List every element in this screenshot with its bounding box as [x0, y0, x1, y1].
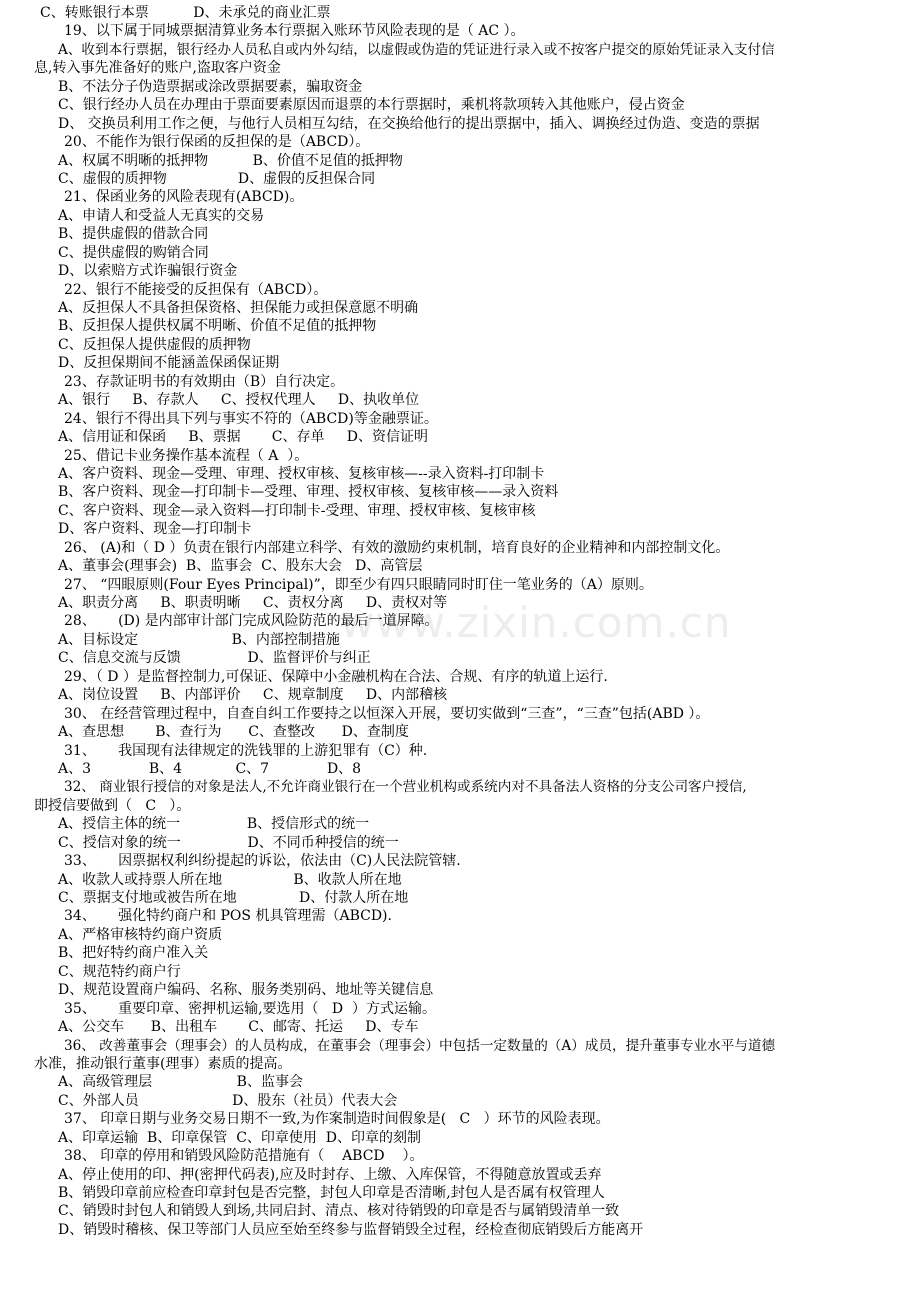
option-line: B、客户资料、现金—打印制卡—受理、审理、授权审核、复核审核——录入资料 — [58, 484, 559, 501]
question-line: 24、银行不得出具下列与事实不符的（ABCD)等金融票证。 — [64, 410, 438, 427]
option-line: A、收款人或持票人所在地 B、收款人所在地 — [58, 871, 402, 888]
option-line: B、提供虚假的借款合同 — [58, 226, 209, 243]
question-continuation: 即授信要做到（ C ）。 — [34, 797, 191, 814]
question-line: 35、 重要印章、密押机运输,要选用（ D ）方式运输。 — [64, 1000, 436, 1017]
question-line: 27、 “四眼原则(Four Eyes Principal)”，即至少有四只眼睛同时盯住一笔业务的（A）原则。 — [64, 576, 653, 593]
option-line: B、反担保人提供权属不明晰、价值不足值的抵押物 — [58, 318, 377, 335]
question-line: 26、 (A)和（ D ）负责在银行内部建立科学、有效的激励约束机制，培育良好的企业精神和内部控制文化。 — [64, 539, 730, 556]
document-body — [0, 4, 920, 1239]
option-line: A、高级管理层 B、监事会 — [58, 1074, 303, 1091]
option-line: C、外部人员 D、股东（社员）代表大会 — [58, 1092, 398, 1109]
option-line: A、信用证和保函 B、票据 C、存单 D、资信证明 — [58, 429, 428, 446]
option-line: A、公交车 B、出租车 C、邮寄、托运 D、专车 — [58, 1019, 419, 1036]
option-line: A、印章运输 B、印章保管 C、印章使用 D、印章的刻制 — [58, 1129, 422, 1146]
question-line: 25、借记卡业务操作基本流程（ A ）。 — [64, 447, 309, 464]
option-line: C、虚假的质押物 D、虚假的反担保合同 — [58, 170, 376, 187]
option-line: C、提供虚假的购销合同 — [58, 244, 209, 261]
option-continuation: 息,转入事先准备好的账户,盗取客户资金 — [34, 60, 281, 77]
option-line: D、反担保期间不能涵盖保函保证期 — [58, 355, 280, 372]
question-line: 36、 改善董事会（理事会）的人员构成，在董事会（理事会）中包括一定数量的（A）成员，提升董事专业水平与道德 — [64, 1037, 776, 1054]
option-line: C、转账银行本票 D、未承兑的商业汇票 — [40, 5, 331, 21]
option-line: C、反担保人提供虚假的质押物 — [58, 336, 251, 353]
option-line: A、3 B、4 C、7 D、8 — [58, 760, 362, 777]
question-line: 28、 (D) 是内部审计部门完成风险防范的最后一道屏障。 — [64, 613, 439, 630]
option-line: A、查思想 B、查行为 C、查整改 D、查制度 — [58, 724, 409, 741]
option-line: C、银行经办人员在办理由于票面要素原因而退票的本行票据时，乘机将款项转入其他账户，侵占资金 — [58, 97, 685, 114]
option-line: A、职责分离 B、职责明晰 C、责权分离 D、责权对等 — [58, 595, 448, 611]
option-line: B、把好特约商户准入关 — [58, 945, 209, 962]
watermark: www.zixin.com.cn — [340, 598, 732, 647]
question-line: 33、 因票据权利纠纷提起的诉讼，依法由（C)人民法院管辖. — [64, 853, 461, 870]
option-line: C、授信对象的统一 D、不同币种授信的统一 — [58, 834, 399, 851]
option-line: D、客户资料、现金—打印制卡 — [58, 521, 252, 538]
option-line: C、信息交流与反馈 D、监督评价与纠正 — [58, 650, 371, 667]
option-line: A、权属不明晰的抵押物 B、价值不足值的抵押物 — [58, 152, 403, 169]
question-line: 34、 强化特约商户和 POS 机具管理需（ABCD). — [64, 908, 392, 925]
question-line: 32、 商业银行授信的对象是法人,不允许商业银行在一个营业机构或系统内对不具备法人资格的分支公司客户授信, — [64, 779, 747, 796]
question-line: 30、 在经营管理过程中，自查自纠工作要持之以恒深入开展，要切实做到“三查”，“三查”包括(ABD ）。 — [64, 705, 710, 722]
question-line: 19、以下属于同城票据清算业务本行票据入账环节风险表现的是（ AC ）。 — [64, 23, 525, 40]
option-line: A、目标设定 B、内部控制措施 — [58, 631, 340, 648]
option-line: A、董事会(理事会) B、监事会 C、股东大会 D、高管层 — [58, 558, 423, 575]
option-line: C、票据支付地或被告所在地 D、付款人所在地 — [58, 890, 409, 906]
option-line: D、销毁时稽核、保卫等部门人员应至始至终参与监督销毁全过程，经检查彻底销毁后方能离开 — [58, 1221, 644, 1238]
option-line: D、 交换员利用工作之便，与他行人员相互勾结，在交换给他行的提出票据中，插入、调换经过伪造、变造的票据 — [58, 115, 760, 132]
question-line: 20、不能作为银行保函的反担保的是（ABCD）。 — [64, 134, 370, 151]
option-line: A、客户资料、现金—受理、审理、授权审核、复核审核—--录入资料-打印制卡 — [58, 465, 545, 482]
option-line: A、授信主体的统一 B、授信形式的统一 — [58, 816, 370, 833]
question-line: 23、存款证明书的有效期由（B）自行决定。 — [64, 373, 345, 390]
option-line: A、反担保人不具备担保资格、担保能力或担保意愿不明确 — [58, 300, 419, 316]
question-line: 22、银行不能接受的反担保有（ABCD）。 — [64, 281, 328, 298]
question-line: 29、（ D ）是监督控制力,可保证、保障中小金融机构在合法、合规、有序的轨道上运行. — [64, 668, 608, 685]
option-line: A、银行 B、存款人 C、授权代理人 D、执收单位 — [58, 392, 420, 409]
option-line: C、客户资料、现金—录入资料—打印制卡-受理、审理、授权审核、复核审核 — [58, 502, 536, 519]
question-line: 38、 印章的停用和销毁风险防范措施有（ ABCD ）。 — [64, 1148, 424, 1165]
option-line: A、岗位设置 B、内部评价 C、规章制度 D、内部稽核 — [58, 687, 448, 704]
option-line: B、销毁印章前应检查印章封包是否完整，封包人印章是否清晰,封包人是否属有权管理人 — [58, 1185, 605, 1201]
option-line: C、销毁时封包人和销毁人到场,共同启封、清点、核对待销毁的印章是否与属销毁清单一致 — [58, 1203, 620, 1220]
option-line: A、严格审核特约商户资质 — [58, 926, 223, 943]
option-line: D、以索赔方式诈骗银行资金 — [58, 263, 238, 280]
question-line: 21、保函业务的风险表现有(ABCD)。 — [64, 189, 304, 206]
option-line: B、不法分子伪造票据或涂改票据要素，骗取资金 — [58, 78, 363, 95]
question-line: 31、 我国现有法律规定的洗钱罪的上游犯罪有（C）种. — [64, 742, 428, 759]
option-line: A、停止使用的印、押(密押代码表),应及时封存、上缴、入库保管，不得随意放置或丢弃 — [58, 1166, 602, 1183]
option-line: A、收到本行票据，银行经办人员私自或内外勾结，以虚假或伪造的凭证进行录入或不按客户提交的原始凭证录入支付信 — [58, 41, 775, 58]
question-line: 37、 印章日期与业务交易日期不一致,为作案制造时间假象是( C ）环节的风险表现。 — [64, 1111, 610, 1128]
question-continuation: 水准，推动银行董事(理事）素质的提高。 — [34, 1055, 292, 1072]
option-line: A、申请人和受益人无真实的交易 — [58, 207, 265, 224]
option-line: D、规范设置商户编码、名称、服务类别码、地址等关键信息 — [58, 982, 434, 999]
option-line: C、规范特约商户行 — [58, 963, 181, 980]
